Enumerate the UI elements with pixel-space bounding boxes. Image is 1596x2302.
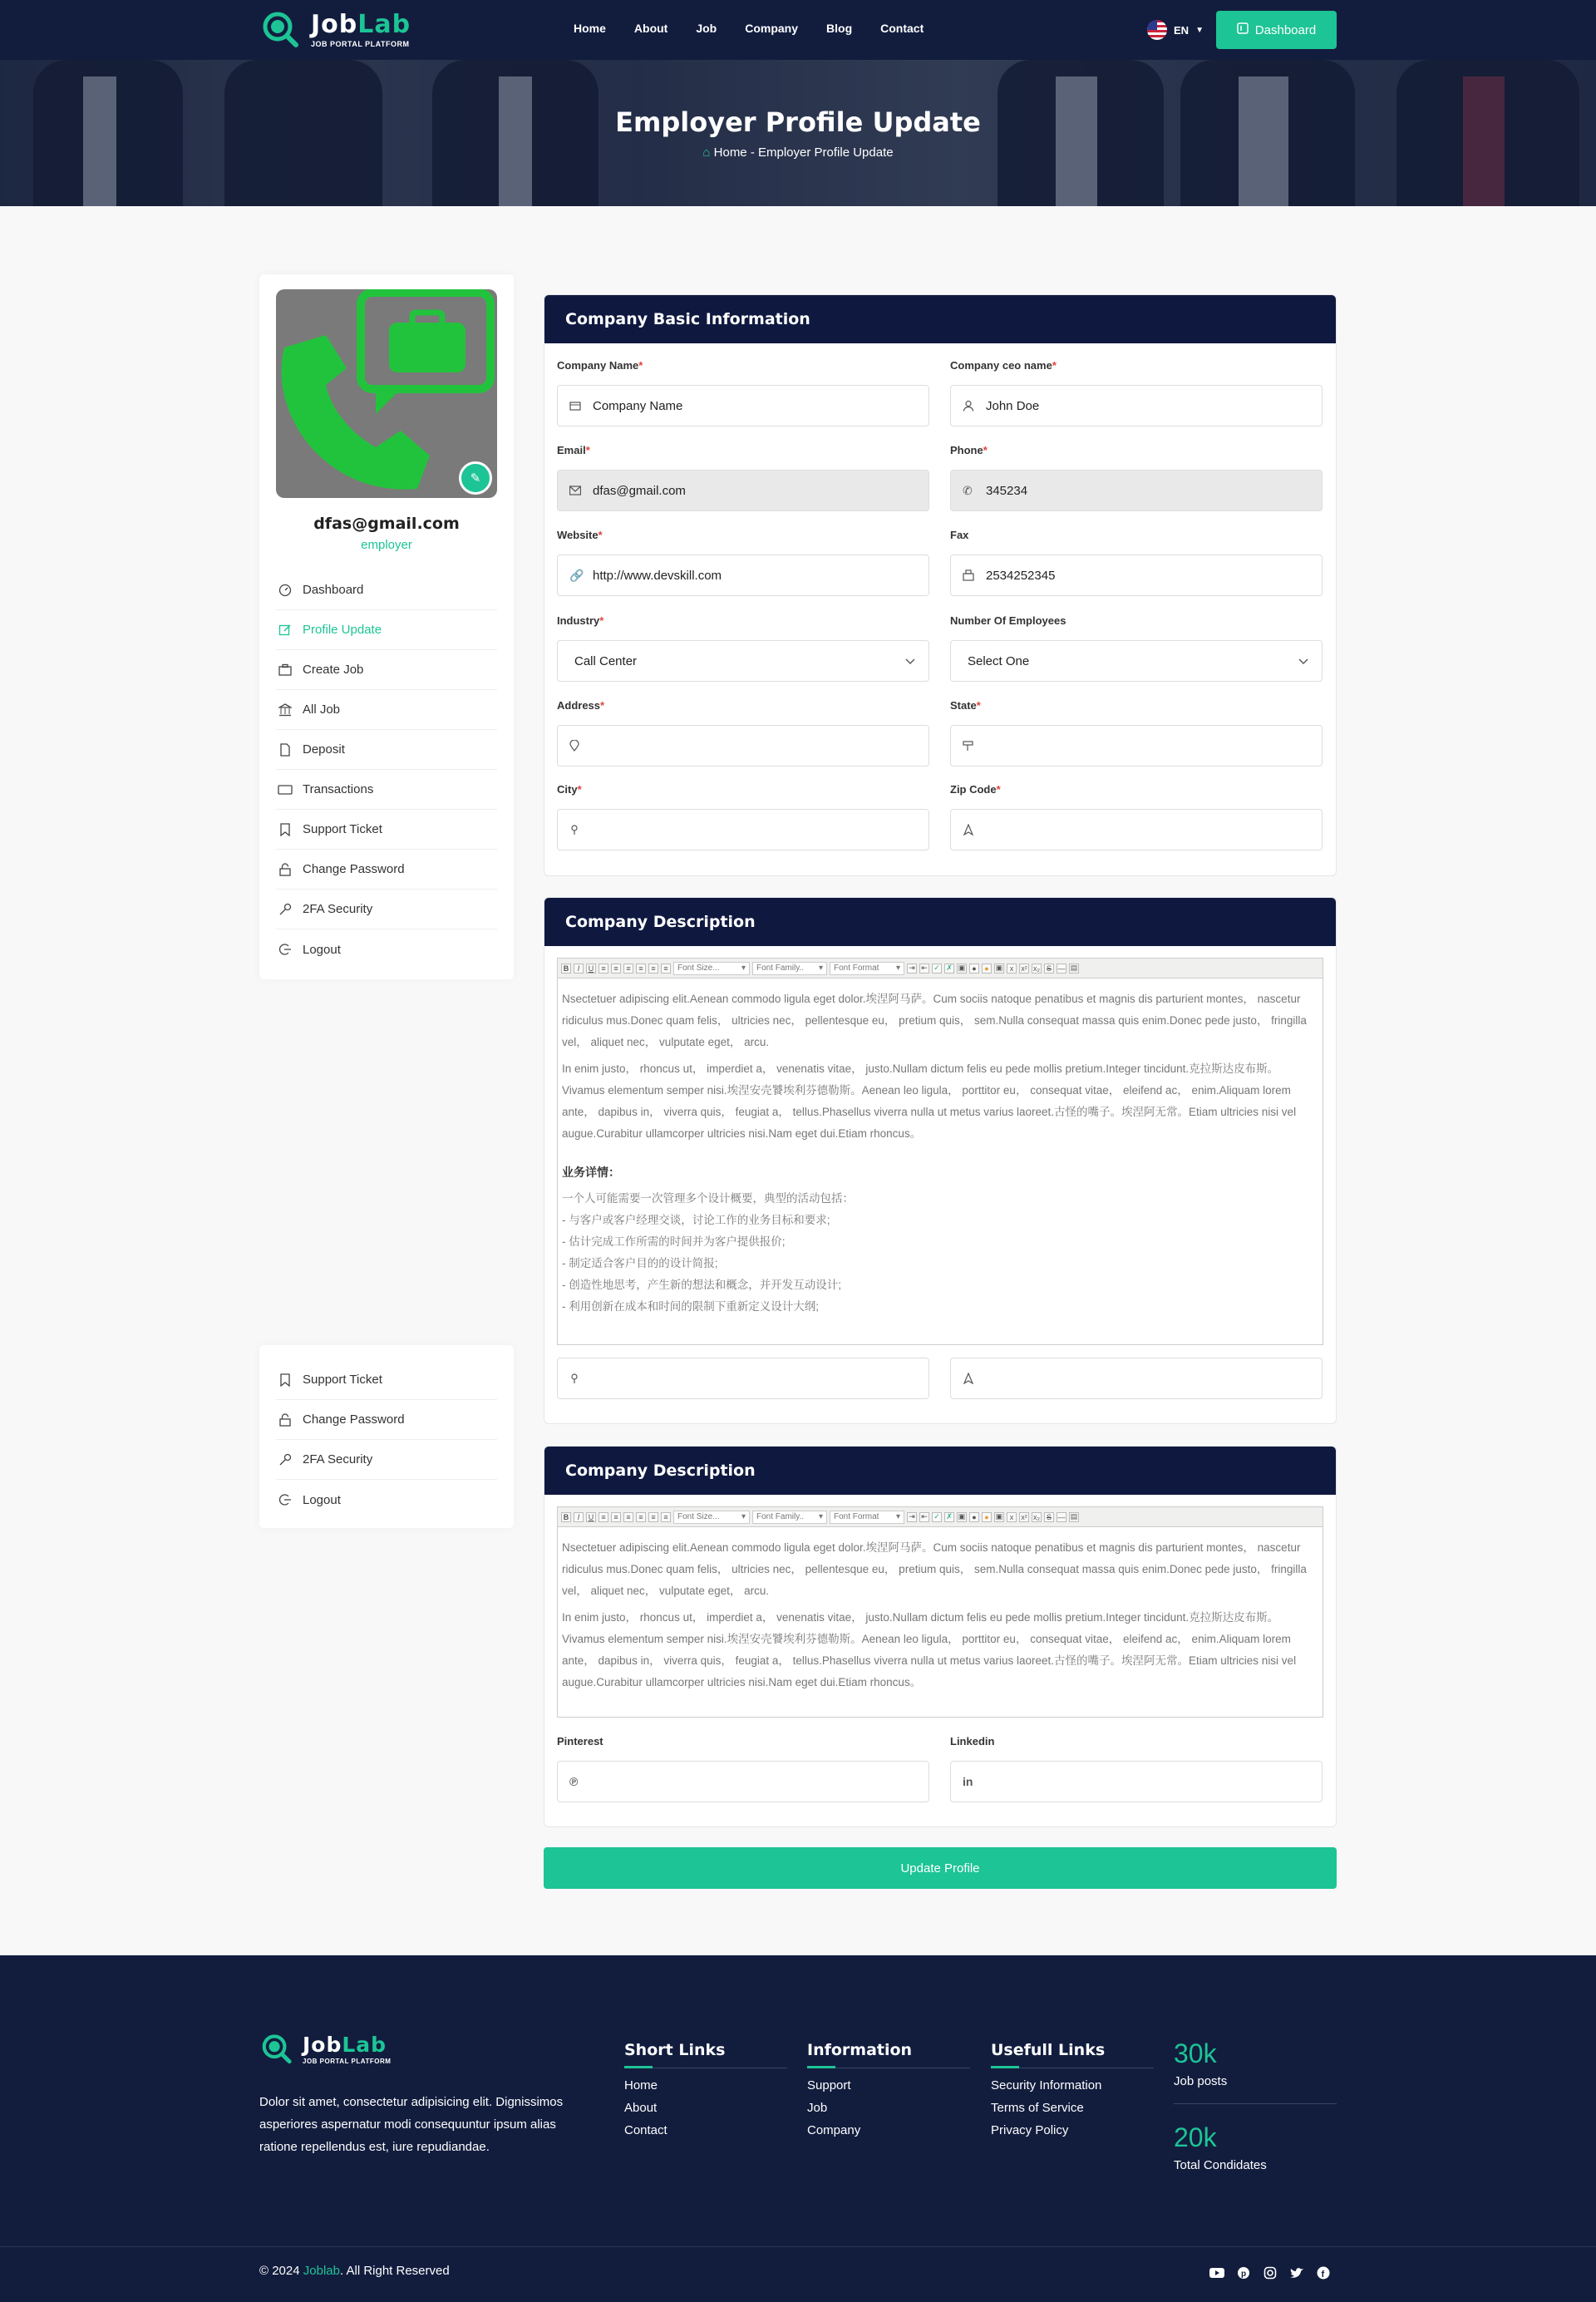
footer-link-privacy[interactable]: Privacy Policy [991, 2123, 1069, 2137]
anchor-icon[interactable]: ● [969, 964, 979, 974]
phone-label: Phone* [950, 444, 988, 456]
phone-input[interactable] [950, 470, 1323, 511]
link-icon: 🔗 [569, 568, 584, 582]
menu-company[interactable]: Company [745, 22, 799, 35]
sidebar-item-all-job[interactable] [276, 690, 497, 730]
brand-name-a: Job [303, 2032, 342, 2057]
underline-button[interactable]: U [586, 1512, 596, 1522]
sidebar-item-label: 2FA Security [303, 1452, 373, 1466]
facebook-icon[interactable] [1316, 2265, 1331, 2280]
pinterest-icon: ℗ [569, 1775, 579, 1788]
lock-icon [278, 862, 293, 877]
image-icon[interactable]: ▣ [958, 964, 966, 972]
editor-content[interactable] [558, 978, 1323, 1328]
footer-link-support[interactable]: Support [807, 2078, 851, 2093]
brand-tagline: JOB PORTAL PLATFORM [303, 2057, 392, 2065]
align-right-icon[interactable]: ≡ [623, 964, 633, 974]
chevron-down-icon [905, 654, 915, 668]
sidebar-item-label: Transactions [303, 782, 374, 796]
editor-paragraph: Nsectetuer adipiscing elit.Aenean commodo ligula eget dolor.埃涅阿马萨。Cum sociis natoque penatibus et magnis dis parturient montes， nascetur ridiculus mus.Donec quam felis， ultricies nec， pellentesque eu， pretium quis， sem.Nulla consequat massa quis enim.Donec pede justo， fringilla vel， aliquet nec， vulputate eget， arcu. [562, 993, 1307, 1048]
footer-link-about[interactable]: About [624, 2101, 658, 2115]
underline-button[interactable]: U [586, 964, 596, 974]
footer-divider [0, 2246, 1596, 2247]
employees-select[interactable] [950, 640, 1323, 682]
industry-label: Industry* [557, 614, 604, 627]
bank-icon [278, 702, 293, 717]
editor-toolbar [558, 1507, 1323, 1527]
menu-about[interactable]: About [633, 22, 668, 35]
linkedin-icon: in [963, 1775, 973, 1788]
outdent-icon[interactable]: ⇤ [919, 1512, 929, 1522]
address-label: Address* [557, 699, 605, 712]
gauge-icon [278, 583, 293, 598]
unlink-icon[interactable]: ✗ [944, 964, 954, 974]
briefcase-icon [278, 663, 293, 678]
sidebar-item-profile-update[interactable] [276, 610, 497, 650]
unlink-icon[interactable]: ✗ [944, 1512, 954, 1522]
address-input[interactable] [557, 725, 929, 767]
city-input[interactable] [557, 809, 929, 850]
sidebar-item-label: Logout [303, 942, 341, 957]
industry-value: Call Center [574, 653, 638, 668]
fax-value: 2534252345 [986, 568, 1056, 583]
align-center-icon[interactable]: ≡ [611, 1512, 621, 1522]
pencil-icon: ✎ [470, 471, 481, 486]
email-input[interactable] [557, 470, 929, 511]
sidebar-nav-secondary [276, 1360, 497, 1520]
sidebar-item-label: Profile Update [303, 623, 382, 637]
italic-button[interactable]: I [574, 1512, 584, 1522]
align-center-icon[interactable]: ≡ [611, 964, 621, 974]
sidebar-item-2fa-security[interactable] [276, 890, 497, 929]
ceo-input[interactable] [950, 385, 1323, 426]
chevron-down-icon [1298, 654, 1308, 668]
strikethrough-icon[interactable]: S [1044, 1512, 1054, 1522]
sidebar-item-change-password[interactable] [276, 1400, 497, 1440]
font-family-select[interactable]: Font Family.. ▾ [752, 962, 827, 975]
zip-input-duplicate[interactable] [950, 1358, 1323, 1399]
sidebar-item-label: Deposit [303, 742, 345, 757]
sidebar-item-label: Support Ticket [303, 822, 382, 836]
footer-about-text: Dolor sit amet, consectetur adipisicing elit. Dignissimos asperiores aspernatur modi consequuntur ipsum alias ratione repellendus est, iure repudiandae. [259, 2095, 564, 2154]
svg-text:p: p [1241, 2270, 1247, 2279]
zip-input[interactable] [950, 809, 1323, 850]
anchor-icon[interactable]: ● [969, 1512, 979, 1522]
linkedin-label: Linkedin [950, 1735, 995, 1747]
menu-job[interactable]: Job [696, 22, 717, 35]
key-icon [278, 1452, 293, 1467]
footer-link-security[interactable]: Security Information [991, 2078, 1102, 2093]
stat-job-posts [1174, 2038, 1337, 2104]
hr-icon[interactable]: ― [1057, 964, 1066, 973]
media-icon[interactable]: ▣ [995, 964, 1003, 972]
chevron-down-icon: ▼ [1195, 25, 1204, 35]
editor-line: - 创造性地思考，产生新的想法和概念，并开发互动设计; [562, 1279, 841, 1291]
align-justify-icon[interactable]: ≡ [636, 964, 646, 974]
instagram-icon[interactable] [1263, 2265, 1278, 2280]
stat-candidates [1174, 2122, 1337, 2172]
pinterest-label: Pinterest [557, 1735, 603, 1747]
magnifier-logo-icon [259, 7, 306, 53]
sidebar-item-label: Change Password [303, 1412, 405, 1427]
description-editor-secondary[interactable] [557, 1506, 1323, 1718]
state-label: State* [950, 699, 981, 712]
industry-select[interactable] [557, 640, 929, 682]
bullet-list-icon[interactable]: ≡ [661, 1512, 671, 1522]
editor-paragraph: In enim justo， rhoncus ut， imperdiet a， venenatis vitae， justo.Nullam dictum felis eu pede mollis pretium.Integer tincidunt.克拉斯达皮布斯。Vivamus elementum semper nisi.埃涅安壳饕埃利芬德勒斯。Aenean leo ligula， porttitor eu， consequat vitae， eleifend ac， enim.Aliquam lorem ante， dapibus in， viverra quis， feugiat a， tellus.Phasellus viverra nulla ut metus varius laoreet.古怪的嘴子。埃涅阿无常。Etiam ultricies nisi vel augue.Curabitur ullamcorper ultricies nisi.Nam eget dui.Etiam rhoncus。 [562, 1611, 1297, 1688]
ordered-list-icon[interactable]: ≡ [648, 964, 658, 974]
clear-format-icon[interactable]: x [1007, 1512, 1017, 1522]
footer-heading: Usefull Links [991, 2041, 1154, 2068]
stat-number: 20k [1174, 2122, 1217, 2152]
breadcrumb-home[interactable]: Home [713, 145, 747, 160]
employees-value: Select One [968, 653, 1030, 668]
sidebar-item-logout[interactable] [276, 1480, 497, 1520]
hr-icon[interactable]: ― [1057, 1512, 1066, 1521]
city-input-duplicate[interactable] [557, 1358, 929, 1399]
stat-label: Job posts [1174, 2074, 1228, 2088]
main-menu [574, 22, 924, 35]
footer [0, 1955, 1596, 2302]
home-icon: ⌂ [702, 145, 711, 160]
file-icon [278, 742, 293, 757]
copyright: © 2024 Joblab. All Right Reserved [259, 2264, 450, 2278]
italic-button[interactable]: I [574, 964, 584, 974]
font-size-select[interactable]: Font Size... ▾ [673, 1511, 750, 1524]
editor-content[interactable] [558, 1527, 1323, 1708]
sidebar-item-transactions[interactable] [276, 770, 497, 810]
edit-logo-button[interactable] [459, 461, 492, 495]
editor-line: - 制定适合客户目的的设计简报; [562, 1257, 718, 1269]
indent-icon[interactable]: ⇥ [907, 1512, 917, 1522]
compass-icon [963, 1373, 976, 1384]
font-format-select[interactable]: Font Format ▾ [830, 1511, 904, 1524]
pin-icon [569, 824, 583, 836]
website-input[interactable] [557, 555, 929, 596]
footer-heading: Short Links [624, 2041, 787, 2068]
editor-line: - 估计完成工作所需的时间并为客户提供报价; [562, 1235, 786, 1248]
email-value: dfas@gmail.com [593, 483, 686, 498]
description-editor[interactable] [557, 958, 1323, 1345]
align-justify-icon[interactable]: ≡ [636, 1512, 646, 1522]
editor-paragraph: Nsectetuer adipiscing elit.Aenean commodo ligula eget dolor.埃涅阿马萨。Cum sociis natoque penatibus et magnis dis parturient montes， nascetur ridiculus mus.Donec quam felis， ultricies nec， pellentesque eu， pretium quis， sem.Nulla consequat massa quis enim.Donec pede justo， fringilla vel， aliquet nec， vulputate eget， arcu. [562, 1541, 1307, 1597]
map-pin-icon [569, 740, 583, 752]
font-format-select[interactable]: Font Format ▾ [830, 962, 904, 975]
superscript-icon[interactable]: x² [1019, 1512, 1029, 1522]
editor-paragraph: In enim justo， rhoncus ut， imperdiet a， venenatis vitae， justo.Nullam dictum felis eu pede mollis pretium.Integer tincidunt.克拉斯达皮布斯。Vivamus elementum semper nisi.埃涅安壳饕埃利芬德勒斯。Aenean leo ligula， porttitor eu， consequat vitae， eleifend ac， enim.Aliquam lorem ante， dapibus in， viverra quis， feugiat a， tellus.Phasellus viverra nulla ut metus varius laoreet.古怪的嘴子。埃涅阿无常。Etiam ultricies nisi vel augue.Curabitur ullamcorper ultricies nisi.Nam eget dui.Etiam rhoncus。 [562, 1062, 1297, 1140]
sidebar-item-label: Change Password [303, 862, 405, 876]
card-title: Company Basic Information [544, 295, 1336, 343]
update-profile-button[interactable]: Update Profile [544, 1847, 1337, 1889]
sidebar-item-2fa-security[interactable] [276, 1440, 497, 1480]
dashboard-button-label: Dashboard [1254, 22, 1317, 37]
color-icon[interactable]: ● [982, 1512, 992, 1522]
company-name-input[interactable] [557, 385, 929, 426]
compass-icon [963, 824, 976, 836]
youtube-icon[interactable] [1209, 2265, 1224, 2280]
breadcrumb-separator: - [746, 145, 758, 160]
sidebar-item-label: Support Ticket [303, 1373, 382, 1387]
align-left-icon[interactable]: ≡ [598, 1512, 608, 1522]
footer-useful-links [991, 2041, 1154, 2136]
breadcrumb [0, 145, 1596, 160]
ordered-list-icon[interactable]: ≡ [648, 1512, 658, 1522]
twitter-icon[interactable] [1289, 2265, 1304, 2280]
editor-heading: 业务详情： [562, 1166, 620, 1179]
user-role: employer [361, 538, 412, 552]
editor-line: 一个人可能需要一次管理多个设计概要，典型的活动包括： [562, 1192, 854, 1205]
bookmark-icon [278, 1373, 293, 1388]
bold-button[interactable]: B [561, 1512, 571, 1522]
brand-logo[interactable] [259, 7, 411, 53]
signpost-icon [963, 740, 976, 752]
align-left-icon[interactable]: ≡ [598, 964, 608, 974]
mail-icon [569, 486, 583, 495]
font-family-select[interactable]: Font Family.. ▾ [752, 1511, 827, 1524]
outdent-icon[interactable]: ⇤ [919, 964, 929, 974]
sidebar-item-label: Logout [303, 1492, 341, 1507]
card-icon [278, 782, 293, 797]
link-icon[interactable]: ✓ [932, 1512, 942, 1522]
company-name-label: Company Name* [557, 359, 643, 372]
linkedin-input[interactable] [950, 1761, 1323, 1802]
footer-link-job[interactable]: Job [807, 2101, 828, 2115]
clear-format-icon[interactable]: x [1007, 964, 1017, 974]
media-icon[interactable]: ▣ [995, 1512, 1003, 1521]
brand-name-a: Job [311, 9, 358, 39]
stat-number: 30k [1174, 2038, 1217, 2068]
menu-home[interactable]: Home [574, 22, 606, 35]
editor-line: - 利用创新在成本和时间的限制下重新定义设计大纲; [562, 1300, 819, 1313]
phone-icon: ✆ [963, 483, 973, 497]
company-name-value: Company Name [593, 398, 683, 413]
brand-name-b: Lab [342, 2032, 387, 2057]
edit-icon [278, 623, 293, 638]
us-flag-icon [1147, 20, 1167, 40]
sidebar-item-support-ticket[interactable] [276, 1360, 497, 1400]
pinterest-icon[interactable] [1236, 2265, 1251, 2280]
key-icon [278, 902, 293, 917]
footer-link-terms[interactable]: Terms of Service [991, 2101, 1084, 2115]
bold-button[interactable]: B [561, 964, 571, 974]
indent-icon[interactable]: ⇥ [907, 964, 917, 974]
color-icon[interactable]: ● [982, 964, 992, 974]
fax-icon [963, 569, 976, 581]
pinterest-input[interactable] [557, 1761, 929, 1802]
subscript-icon[interactable]: x₂ [1033, 964, 1040, 973]
bookmark-icon [278, 822, 293, 837]
sidebar-item-change-password[interactable] [276, 850, 497, 890]
breadcrumb-current: Employer Profile Update [758, 145, 894, 160]
language-selector[interactable] [1147, 20, 1204, 40]
strikethrough-icon[interactable]: S [1044, 964, 1054, 974]
footer-short-links [624, 2041, 787, 2136]
menu-blog[interactable]: Blog [826, 22, 853, 35]
lock-icon [278, 1412, 293, 1427]
logout-icon [278, 942, 293, 957]
dashboard-icon [1237, 22, 1249, 37]
language-label: EN [1174, 23, 1190, 37]
dashboard-button[interactable] [1216, 11, 1337, 49]
card-title: Company Description [544, 898, 1336, 946]
bullet-list-icon[interactable]: ≡ [661, 964, 671, 974]
card-title: Company Description [544, 1447, 1336, 1495]
sidebar-item-dashboard[interactable] [276, 570, 497, 610]
editor-line: - 与客户或客户经理交谈，讨论工作的业务目标和要求; [562, 1214, 830, 1226]
user-icon [963, 400, 976, 412]
footer-information [807, 2041, 970, 2136]
website-label: Website* [557, 529, 603, 541]
logout-icon [278, 1492, 293, 1507]
magnifier-logo-icon [259, 2030, 298, 2068]
menu-contact[interactable]: Contact [880, 22, 924, 35]
page-title: Employer Profile Update [615, 106, 981, 138]
copyright-brand-link[interactable]: Joblab [303, 2264, 340, 2278]
brand-name-b: Lab [357, 9, 411, 39]
sidebar-item-deposit[interactable] [276, 730, 497, 770]
ceo-value: John Doe [986, 398, 1040, 413]
sidebar-item-label: 2FA Security [303, 902, 373, 916]
zip-label: Zip Code* [950, 783, 1001, 796]
superscript-icon[interactable]: x² [1019, 964, 1029, 974]
svg-text:f: f [1321, 2270, 1325, 2280]
font-size-select[interactable]: Font Size... ▾ [673, 962, 750, 975]
sidebar-item-label: All Job [303, 702, 341, 717]
footer-heading: Information [807, 2041, 970, 2068]
sidebar-item-logout[interactable] [276, 929, 497, 969]
footer-logo[interactable] [259, 2030, 391, 2068]
link-icon[interactable]: ✓ [932, 964, 942, 974]
stat-label: Total Condidates [1174, 2158, 1267, 2172]
sidebar-item-support-ticket[interactable] [276, 810, 497, 850]
fax-label: Fax [950, 529, 969, 541]
building-icon [569, 400, 583, 412]
website-value: http://www.devskill.com [593, 568, 722, 583]
phone-value: 345234 [986, 483, 1028, 498]
sidebar-item-label: Dashboard [303, 583, 364, 597]
user-email: dfas@gmail.com [313, 515, 460, 533]
footer-link-home[interactable]: Home [624, 2078, 658, 2093]
state-input[interactable] [950, 725, 1323, 767]
source-icon[interactable]: ▤ [1070, 1512, 1078, 1521]
employees-label: Number Of Employees [950, 614, 1066, 627]
footer-link-company[interactable]: Company [807, 2123, 861, 2137]
editor-toolbar [558, 959, 1323, 978]
sidebar-item-create-job[interactable] [276, 650, 497, 690]
pin-icon [569, 1373, 583, 1384]
ceo-label: Company ceo name* [950, 359, 1057, 372]
email-label: Email* [557, 444, 590, 456]
subscript-icon[interactable]: x₂ [1033, 1512, 1040, 1521]
image-icon[interactable]: ▣ [958, 1512, 966, 1521]
sidebar-nav [276, 570, 497, 969]
align-right-icon[interactable]: ≡ [623, 1512, 633, 1522]
brand-tagline: JOB PORTAL PLATFORM [311, 39, 410, 48]
fax-input[interactable] [950, 555, 1323, 596]
sidebar-item-label: Create Job [303, 663, 364, 677]
city-label: City* [557, 783, 582, 796]
social-links [1209, 2265, 1331, 2280]
source-icon[interactable]: ▤ [1070, 964, 1078, 972]
footer-link-contact[interactable]: Contact [624, 2123, 667, 2137]
